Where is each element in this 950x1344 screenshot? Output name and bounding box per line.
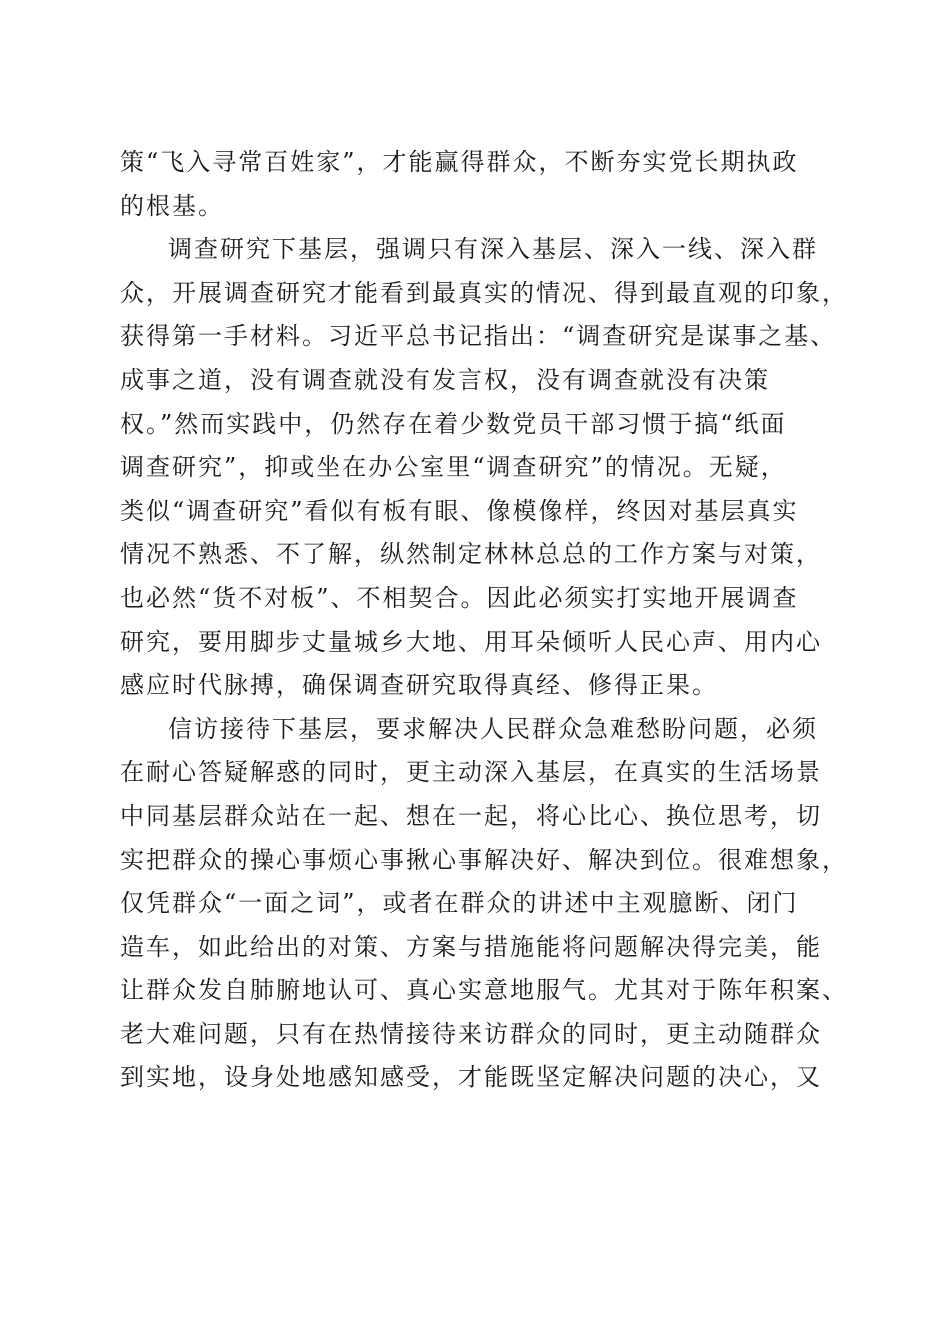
text-line: 在耐心答疑解惑的同时，更主动深入基层，在真实的生活场景 <box>120 758 822 787</box>
text-line: 调查研究”，抑或坐在办公室里“调查研究”的情况。无疑， <box>120 453 787 482</box>
body-text <box>120 141 848 1100</box>
text-line: 权。”然而实践中，仍然存在着少数党员干部习惯于搞“纸面 <box>120 409 787 438</box>
text-line: 让群众发自肺腑地认可、真心实意地服气。尤其对于陈年积案、 <box>120 976 848 1005</box>
text-line: 中同基层群众站在一起、想在一起，将心比心、换位思考，切 <box>120 801 822 830</box>
text-line: 众，开展调查研究才能看到最真实的情况、得到最直观的印象， <box>120 278 848 307</box>
text-line: 策“飞入寻常百姓家”，才能赢得群众，不断夯实党长期执政 <box>120 148 799 176</box>
text-line: 研究，要用脚步丈量城乡大地、用耳朵倾听人民心声、用内心 <box>120 627 822 656</box>
text-line: 成事之道，没有调查就没有发言权，没有调查就没有决策 <box>120 365 770 394</box>
paragraph-start-line: 信访接待下基层，要求解决人民群众急难愁盼问题，必须 <box>168 714 818 743</box>
text-line: 类似“调查研究”看似有板有眼、像模像样，终因对基层真实 <box>120 496 799 525</box>
paragraph-start-line: 调查研究下基层，强调只有深入基层、深入一线、深入群 <box>168 235 818 264</box>
text-line: 造车，如此给出的对策、方案与措施能将问题解决得完美，能 <box>120 932 822 961</box>
text-line: 也必然“货不对板”、不相契合。因此必须实打实地开展调查 <box>120 583 799 612</box>
text-line: 获得第一手材料。习近平总书记指出：“调查研究是谋事之基、 <box>120 322 837 351</box>
text-line: 仅凭群众“一面之词”，或者在群众的讲述中主观臆断、闭门 <box>120 889 799 918</box>
text-line: 的根基。 <box>120 191 224 220</box>
text-line: 到实地，设身处地感知感受，才能既坚定解决问题的决心，又 <box>120 1063 822 1092</box>
text-line: 实把群众的操心事烦心事揪心事解决好、解决到位。很难想象， <box>120 845 848 874</box>
text-line: 感应时代脉搏，确保调查研究取得真经、修得正果。 <box>120 671 718 700</box>
text-line: 老大难问题，只有在热情接待来访群众的同时，更主动随群众 <box>120 1019 822 1048</box>
text-line: 情况不熟悉、不了解，纵然制定林林总总的工作方案与对策， <box>120 540 822 569</box>
